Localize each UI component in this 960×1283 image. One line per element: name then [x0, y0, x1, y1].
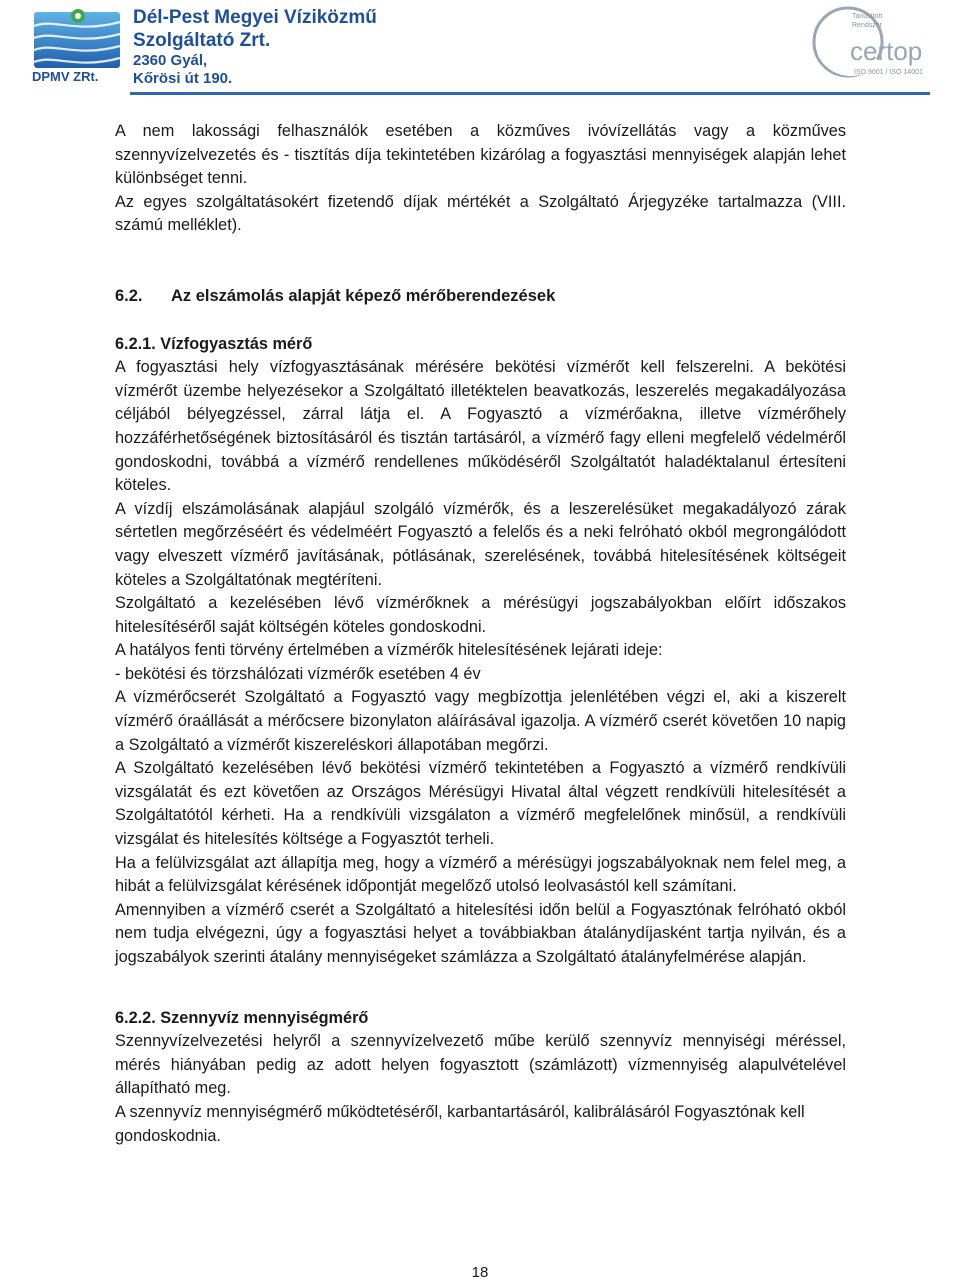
company-block [133, 6, 377, 88]
page-header [0, 0, 960, 100]
paragraph: A nem lakossági felhasználók esetében a közműves ivóvízellátás vagy a közműves szennyvízelvezetés és - tisztítás díja tekintetében kizárólag a fogyasztási mennyiségek alapján lehet különbséget tenni. [115, 122, 846, 188]
dpmv-logo-icon [30, 6, 125, 84]
company-address-line2: Kőrösi út 190. [133, 70, 233, 87]
subsection-heading: 6.2.1. Vízfogyasztás mérő [115, 334, 313, 353]
company-name-line1: Dél-Pest Megyei Víziközmű [133, 7, 377, 28]
section-number: 6.2. [115, 286, 143, 305]
paragraph: A szennyvíz mennyiségmérő működtetéséről, karbantartásáról, kalibrálásáról Fogyasztónak kell gondoskodnia. [115, 1102, 805, 1145]
svg-text:DPMV ZRt.: DPMV ZRt. [32, 69, 99, 84]
paragraph: A fogyasztási hely vízfogyasztásának mérésére bekötési vízmérőt kell felszerelni. A bekötési vízmérőt üzembe helyezésekor a Szolgáltató illetéktelen beavatkozás, leszerelés megakadályozása céljából bélyegzéssel, zárral látja el. A Fogyasztó a vízmérőakna, illetve vízmérőhely hozzáférhetőségének biztosításáról és tisztán tartásáról, a vízmérő fagy elleni megfelelő védelméről gondoskodni, továbbá a vízmérő rendellenes működéséről Szolgáltatót haladéktalanul értesíteni köteles. [115, 358, 846, 495]
company-address-line1: 2360 Gyál, [133, 52, 208, 69]
paragraph: A vízmérőcserét Szolgáltató a Fogyasztó vagy megbízottja jelenlétében végzi el, aki a kiszerelt vízmérő óraállását a mérőcsere bizonylaton aláírásával igazolja. A vízmérő cserét követően 10 napig a Szolgáltató a vízmérőt kiszereléskori állapotában megőrzi. [115, 688, 846, 754]
paragraph: Az egyes szolgáltatásokért fizetendő díjak mértékét a Szolgáltató Árjegyzéke tartalmazza (VIII. számú melléklet). [115, 192, 846, 235]
company-name-line2: Szolgáltató Zrt. [133, 30, 271, 51]
header-divider [130, 92, 930, 95]
subsection-heading: 6.2.2. Szennyvíz mennyiségmérő [115, 1008, 369, 1027]
section-heading [115, 285, 846, 309]
svg-text:ISO 9001 / ISO 14001: ISO 9001 / ISO 14001 [854, 69, 923, 76]
svg-text:Tanúsított: Tanúsított [852, 13, 883, 20]
svg-text:Rendszer: Rendszer [852, 22, 882, 29]
paragraph: Szolgáltató a kezelésében lévő vízmérőknek a mérésügyi jogszabályokban előírt időszakos hitelesítéséről saját költségén köteles gondoskodni. [115, 594, 846, 636]
svg-text:certop: certop [850, 36, 923, 66]
paragraph: Szennyvízelvezetési helyről a szennyvízelvezető műbe kerülő szennyvíz mennyiségi méréssel, mérés hiányában pedig az adott helyen fogyasztott (számlázott) vízmennyiség alapulvételével állapítható meg. [115, 1032, 846, 1098]
paragraph: Ha a felülvizsgálat azt állapítja meg, hogy a vízmérő a mérésügyi jogszabályoknak nem felel meg, a hibát a felülvizsgálat kérésének időpontját megelőző utolsó leolvasástól kell számítani. [115, 853, 846, 896]
document-body [115, 120, 846, 1148]
paragraph: A Szolgáltató kezelésében lévő bekötési vízmérő tekintetében a Fogyasztó a vízmérő rendkívüli vizsgálatát és ezt követően az Országos Mérésügyi Hivatal által végzett rendkívüli hitelesítését a Szolgáltatótól kérheti. Ha a rendkívüli vizsgálaton a vízmérő megfelelőnek minősül, a rendkívüli vizsgálat és hitelesítés költsége a Fogyasztót terheli. [115, 759, 846, 849]
page-number: 18 [471, 1264, 489, 1281]
paragraph: Amennyiben a vízmérő cserét a Szolgáltató a hitelesítési időn belül a Fogyasztónak felróható okból nem tudja elvégezni, úgy a fogyasztási helyet a továbbiakban átalánydíjasként tartja nyilván, és a jogszabályok szerinti átalány mennyiségeket számlázza a Szolgáltató átalányfelmérése alapján. [115, 900, 846, 966]
section-title: Az elszámolás alapját képező mérőberendezések [171, 286, 556, 305]
paragraph: - bekötési és törzshálózati vízmérők esetében 4 év [115, 664, 481, 683]
paragraph: A hatályos fenti törvény értelmében a vízmérők hitelesítésének lejárati ideje: [115, 641, 663, 660]
paragraph: A vízdíj elszámolásának alapjául szolgáló vízmérők, és a leszerelésüket megakadályozó zárak sértetlen megőrzéséért és védelméért Fogyasztó a felelős és a neki felróható okból megrongálódott vagy elveszett vízmérő javításának, pótlásának, szerelésének, továbbá hitelesítésének költségeit köteles a Szolgáltatónak megtéríteni. [115, 499, 846, 589]
certop-certification-logo-icon [808, 2, 932, 88]
